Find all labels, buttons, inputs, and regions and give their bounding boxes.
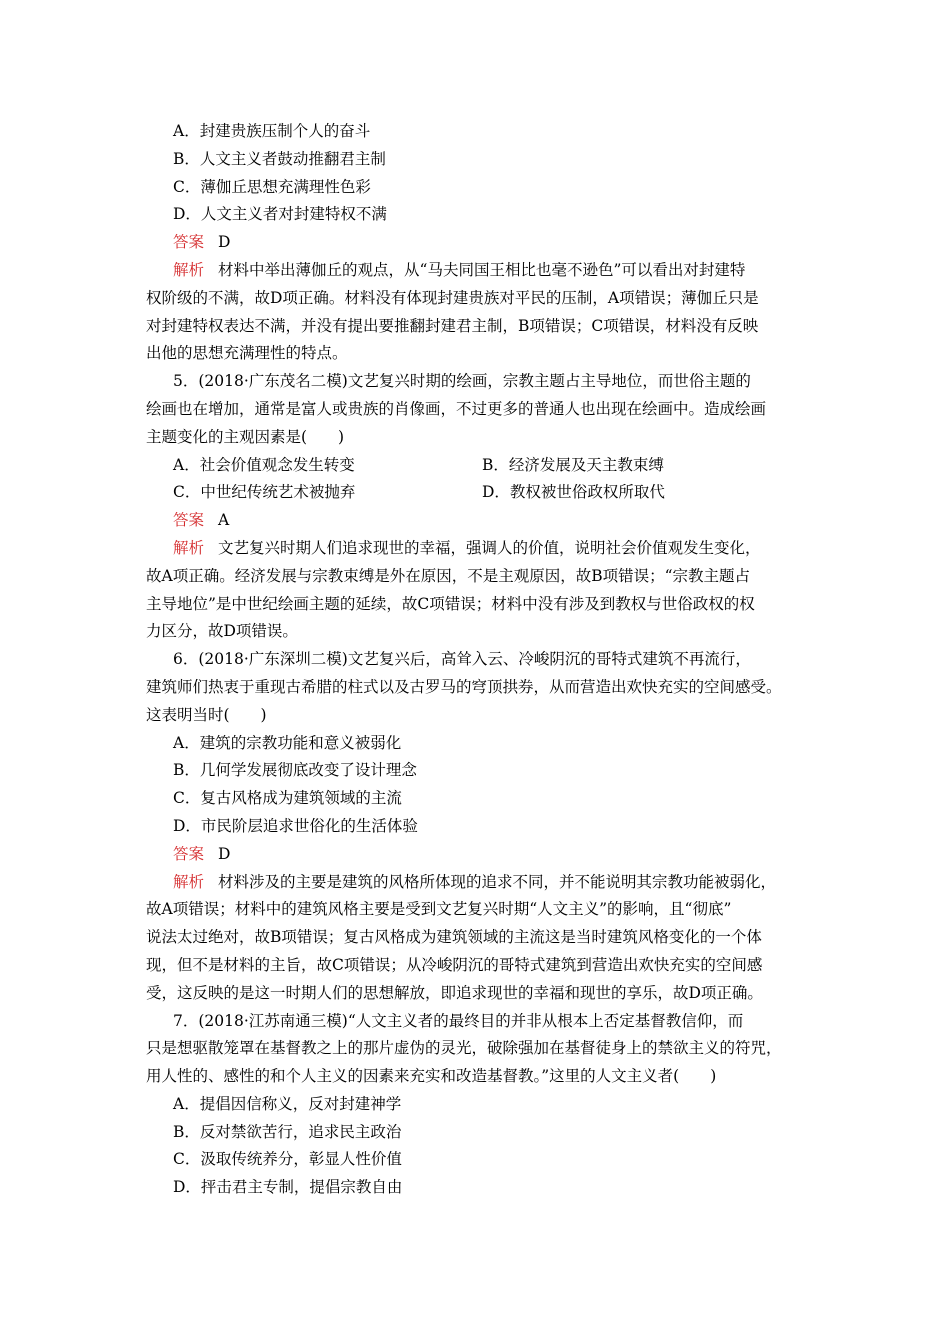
q4-option-c: C．薄伽丘思想充满理性色彩: [173, 177, 371, 196]
answer-label: 答案: [173, 844, 205, 863]
q7-option-c: C．汲取传统养分，彰显人性价值: [173, 1150, 402, 1169]
q5-options-row-2: [146, 479, 822, 507]
q4-option-a: A．封建贵族压制个人的奋斗: [173, 122, 371, 140]
q4-analysis-line-3: 对封建特权表达不满，并没有提出要推翻封建君主制，B项错误；C项错误，材料没有反映: [146, 316, 759, 335]
analysis-label: 解析: [173, 872, 205, 891]
q6-option-d: D．市民阶层追求世俗化的生活体验: [173, 816, 418, 835]
q7-stem-line-3: 用人性的、感性的和个人主义的因素来充实和改造基督教。”这里的人文主义者( ): [146, 1067, 717, 1086]
q5-option-d: D．教权被世俗政权所取代: [482, 483, 665, 502]
q6-analysis-line-5: 受，这反映的是这一时期人们的思想解放，即追求现世的幸福和现世的享乐，故D项正确。: [146, 983, 763, 1002]
q5-analysis-line-3: 主导地位”是中世纪绘画主题的延续，故C项错误；材料中没有涉及到教权与世俗政权的权: [146, 594, 755, 613]
q7-option-d: D．抨击君主专制，提倡宗教自由: [173, 1178, 403, 1197]
analysis-label: 解析: [173, 538, 205, 557]
q4-analysis-line-4: 出他的思想充满理性的特点。: [146, 344, 348, 363]
question-7: [146, 1008, 822, 1203]
q6-option-c: C．复古风格成为建筑领域的主流: [173, 789, 402, 808]
q5-options-row-1: [146, 452, 822, 480]
q5-option-a: A．社会价值观念发生转变: [173, 455, 355, 474]
analysis-text: 材料涉及的主要是建筑的风格所体现的追求不同，并不能说明其宗教功能被弱化，: [218, 872, 777, 891]
question-4: [146, 118, 822, 368]
q5-analysis-line-4: 力区分，故D项错误。: [146, 622, 298, 641]
answer-value: D: [218, 844, 231, 863]
page-content: [146, 118, 822, 1202]
analysis-text: 材料中举出薄伽丘的观点，从“马夫同国王相比也毫不逊色”可以看出对封建特: [218, 260, 746, 279]
analysis-text: 文艺复兴时期人们追求现世的幸福，强调人的价值，说明社会价值观发生变化，: [218, 538, 761, 557]
q4-analysis-line-2: 权阶级的不满，故D项正确。材料没有体现封建贵族对平民的压制，A项错误；薄伽丘只是: [146, 288, 759, 307]
q6-stem-line-3: 这表明当时( ): [146, 705, 267, 724]
q5-analysis-line-2: 故A项正确。经济发展与宗教束缚是外在原因，不是主观原因，故B项错误；“宗教主题占: [146, 566, 751, 585]
analysis-label: 解析: [173, 260, 205, 279]
q6-stem-line-2: 建筑师们热衷于重现古希腊的柱式以及古罗马的穹顶拱券，从而营造出欢快充实的空间感受。: [146, 677, 782, 696]
q6-analysis-line-1: [146, 869, 822, 897]
q5-option-b: B．经济发展及天主教束缚: [482, 455, 664, 474]
answer-value: A: [218, 511, 230, 530]
q6-analysis-line-4: 现，但不是材料的主旨，故C项错误；从冷峻阴沉的哥特式建筑到营造出欢快充实的空间感: [146, 955, 763, 974]
q6-option-a: A．建筑的宗教功能和意义被弱化: [173, 733, 402, 752]
q6-option-b: B．几何学发展彻底改变了设计理念: [173, 761, 417, 780]
q5-analysis-line-1: [146, 535, 822, 563]
q7-option-b: B．反对禁欲苦行，追求民主政治: [173, 1122, 402, 1141]
q6-answer: [146, 841, 822, 869]
q4-answer: [146, 229, 822, 257]
q6-stem-line-1: 6．(2018·广东深圳二模)文艺复兴后，高耸入云、冷峻阴沉的哥特式建筑不再流行，: [173, 650, 751, 669]
q5-answer: [146, 507, 822, 535]
answer-value: D: [218, 233, 231, 252]
q6-analysis-line-3: 说法太过绝对，故B项错误；复古风格成为建筑领域的主流这是当时建筑风格变化的一个体: [146, 928, 762, 947]
q5-stem-line-1: 5．(2018·广东茂名二模)文艺复兴时期的绘画，宗教主题占主导地位，而世俗主题的: [173, 372, 751, 391]
q5-stem-line-2: 绘画也在增加，通常是富人或贵族的肖像画，不过更多的普通人也出现在绘画中。造成绘画: [146, 399, 767, 418]
q5-stem-line-3: 主题变化的主观因素是( ): [146, 427, 345, 446]
q4-option-d: D．人文主义者对封建特权不满: [173, 205, 387, 224]
q7-stem-line-1: 7．(2018·江苏南通三模)“人文主义者的最终目的并非从根本上否定基督教信仰，而: [173, 1011, 744, 1030]
q5-option-c: C．中世纪传统艺术被抛弃: [173, 483, 356, 502]
q4-option-b: B．人文主义者鼓动推翻君主制: [173, 149, 386, 168]
answer-label: 答案: [173, 233, 205, 252]
question-6: [146, 646, 822, 1007]
answer-label: 答案: [173, 511, 205, 530]
q7-stem-line-2: 只是想驱散笼罩在基督教之上的那片虚伪的灵光，破除强加在基督徒身上的禁欲主义的符咒，: [146, 1039, 782, 1058]
q6-analysis-line-2: 故A项错误；材料中的建筑风格主要是受到文艺复兴时期“人文主义”的影响，且“彻底”: [146, 900, 732, 919]
question-5: [146, 368, 822, 646]
q4-analysis-line-1: [146, 257, 822, 285]
q7-option-a: A．提倡因信称义，反对封建神学: [173, 1094, 402, 1113]
